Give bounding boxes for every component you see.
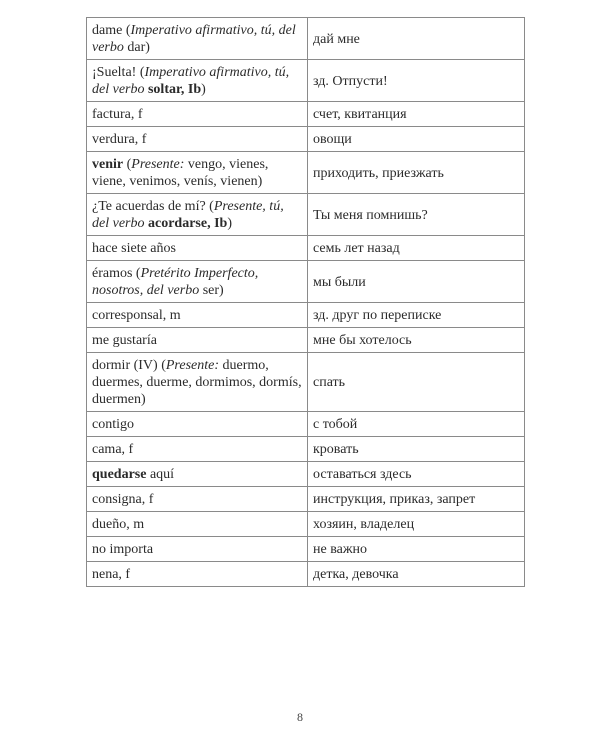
term-text: consigna, f — [92, 492, 154, 507]
russian-translation-cell: не важно — [308, 537, 525, 562]
table-row — [87, 328, 525, 353]
table-row — [87, 102, 525, 127]
table-row — [87, 18, 525, 60]
russian-translation-cell: зд. Отпусти! — [308, 60, 525, 102]
term-text: factura, f — [92, 107, 143, 122]
russian-translation-cell: Ты меня помнишь? — [308, 194, 525, 236]
spanish-term-cell — [87, 18, 308, 60]
term-text: ser) — [199, 283, 224, 298]
spanish-term-cell — [87, 462, 308, 487]
table-row — [87, 562, 525, 587]
bold-term: quedarse — [92, 467, 147, 482]
term-text: dueño, m — [92, 517, 145, 532]
grammar-note: Pretérito Imperfecto, nosotros, del verbo — [92, 266, 259, 298]
spanish-term-cell — [87, 412, 308, 437]
spanish-term-cell — [87, 353, 308, 412]
table-row — [87, 412, 525, 437]
russian-translation-cell: кровать — [308, 437, 525, 462]
term-text: ¡Suelta! ( — [92, 65, 145, 80]
russian-translation-cell: приходить, приезжать — [308, 152, 525, 194]
term-text: dar) — [123, 40, 150, 55]
table-row — [87, 261, 525, 303]
grammar-note: Presente, tú, del verbo — [92, 199, 284, 231]
bold-term: venir — [92, 157, 124, 172]
spanish-term-cell — [87, 487, 308, 512]
vocabulary-table-body — [87, 18, 525, 587]
term-text: nena, f — [92, 567, 131, 582]
table-row — [87, 127, 525, 152]
term-text: ¿Te acuerdas de mí? ( — [92, 199, 214, 214]
table-row — [87, 487, 525, 512]
spanish-term-cell — [87, 537, 308, 562]
bold-term: soltar, Ib — [147, 82, 202, 97]
table-row — [87, 437, 525, 462]
term-text: ( — [123, 157, 132, 172]
table-row — [87, 353, 525, 412]
term-text: duermo, duermes, duerme, dormimos, dormís, duermen) — [92, 358, 302, 407]
table-row — [87, 303, 525, 328]
russian-translation-cell: спать — [308, 353, 525, 412]
spanish-term-cell — [87, 152, 308, 194]
page-number: 8 — [297, 710, 303, 724]
table-row — [87, 512, 525, 537]
term-text: corresponsal, m — [92, 308, 181, 323]
vocabulary-table — [86, 17, 525, 587]
russian-translation-cell: инструкция, приказ, запрет — [308, 487, 525, 512]
table-row — [87, 537, 525, 562]
spanish-term-cell — [87, 437, 308, 462]
russian-translation-cell: мне бы хотелось — [308, 328, 525, 353]
russian-translation-cell: хозяин, владелец — [308, 512, 525, 537]
spanish-term-cell — [87, 328, 308, 353]
spanish-term-cell — [87, 512, 308, 537]
table-row — [87, 194, 525, 236]
russian-translation-cell: счет, квитанция — [308, 102, 525, 127]
russian-translation-cell: детка, девочка — [308, 562, 525, 587]
russian-translation-cell: овощи — [308, 127, 525, 152]
grammar-note: Imperativo afirmativo, tú, del verbo — [92, 65, 290, 97]
term-text: aquí — [146, 467, 175, 482]
spanish-term-cell — [87, 127, 308, 152]
spanish-term-cell — [87, 236, 308, 261]
grammar-note: Imperativo afirmativo, tú, del verbo — [92, 23, 296, 55]
russian-translation-cell: зд. друг по переписке — [308, 303, 525, 328]
spanish-term-cell — [87, 60, 308, 102]
bold-term: acordarse, Ib — [147, 216, 228, 231]
table-row — [87, 152, 525, 194]
term-text: no importa — [92, 542, 154, 557]
term-text: me gustaría — [92, 333, 157, 348]
grammar-note: Presente: — [131, 157, 185, 172]
russian-translation-cell: мы были — [308, 261, 525, 303]
table-row — [87, 462, 525, 487]
spanish-term-cell — [87, 102, 308, 127]
term-text: ) — [227, 216, 232, 231]
term-text: ) — [201, 82, 206, 97]
russian-translation-cell: дай мне — [308, 18, 525, 60]
term-text: contigo — [92, 417, 134, 432]
spanish-term-cell — [87, 261, 308, 303]
spanish-term-cell — [87, 303, 308, 328]
term-text: hace siete años — [92, 241, 176, 256]
term-text: éramos ( — [92, 266, 141, 281]
russian-translation-cell: семь лет назад — [308, 236, 525, 261]
grammar-note: Presente: — [165, 358, 219, 373]
spanish-term-cell — [87, 562, 308, 587]
russian-translation-cell: с тобой — [308, 412, 525, 437]
table-row — [87, 60, 525, 102]
term-text: verdura, f — [92, 132, 147, 147]
term-text: dormir (IV) ( — [92, 358, 166, 373]
term-text: cama, f — [92, 442, 134, 457]
russian-translation-cell: оставаться здесь — [308, 462, 525, 487]
term-text: dame ( — [92, 23, 131, 38]
table-row — [87, 236, 525, 261]
spanish-term-cell — [87, 194, 308, 236]
term-text: vengo, vienes, viene, venimos, venís, vienen) — [92, 157, 269, 189]
